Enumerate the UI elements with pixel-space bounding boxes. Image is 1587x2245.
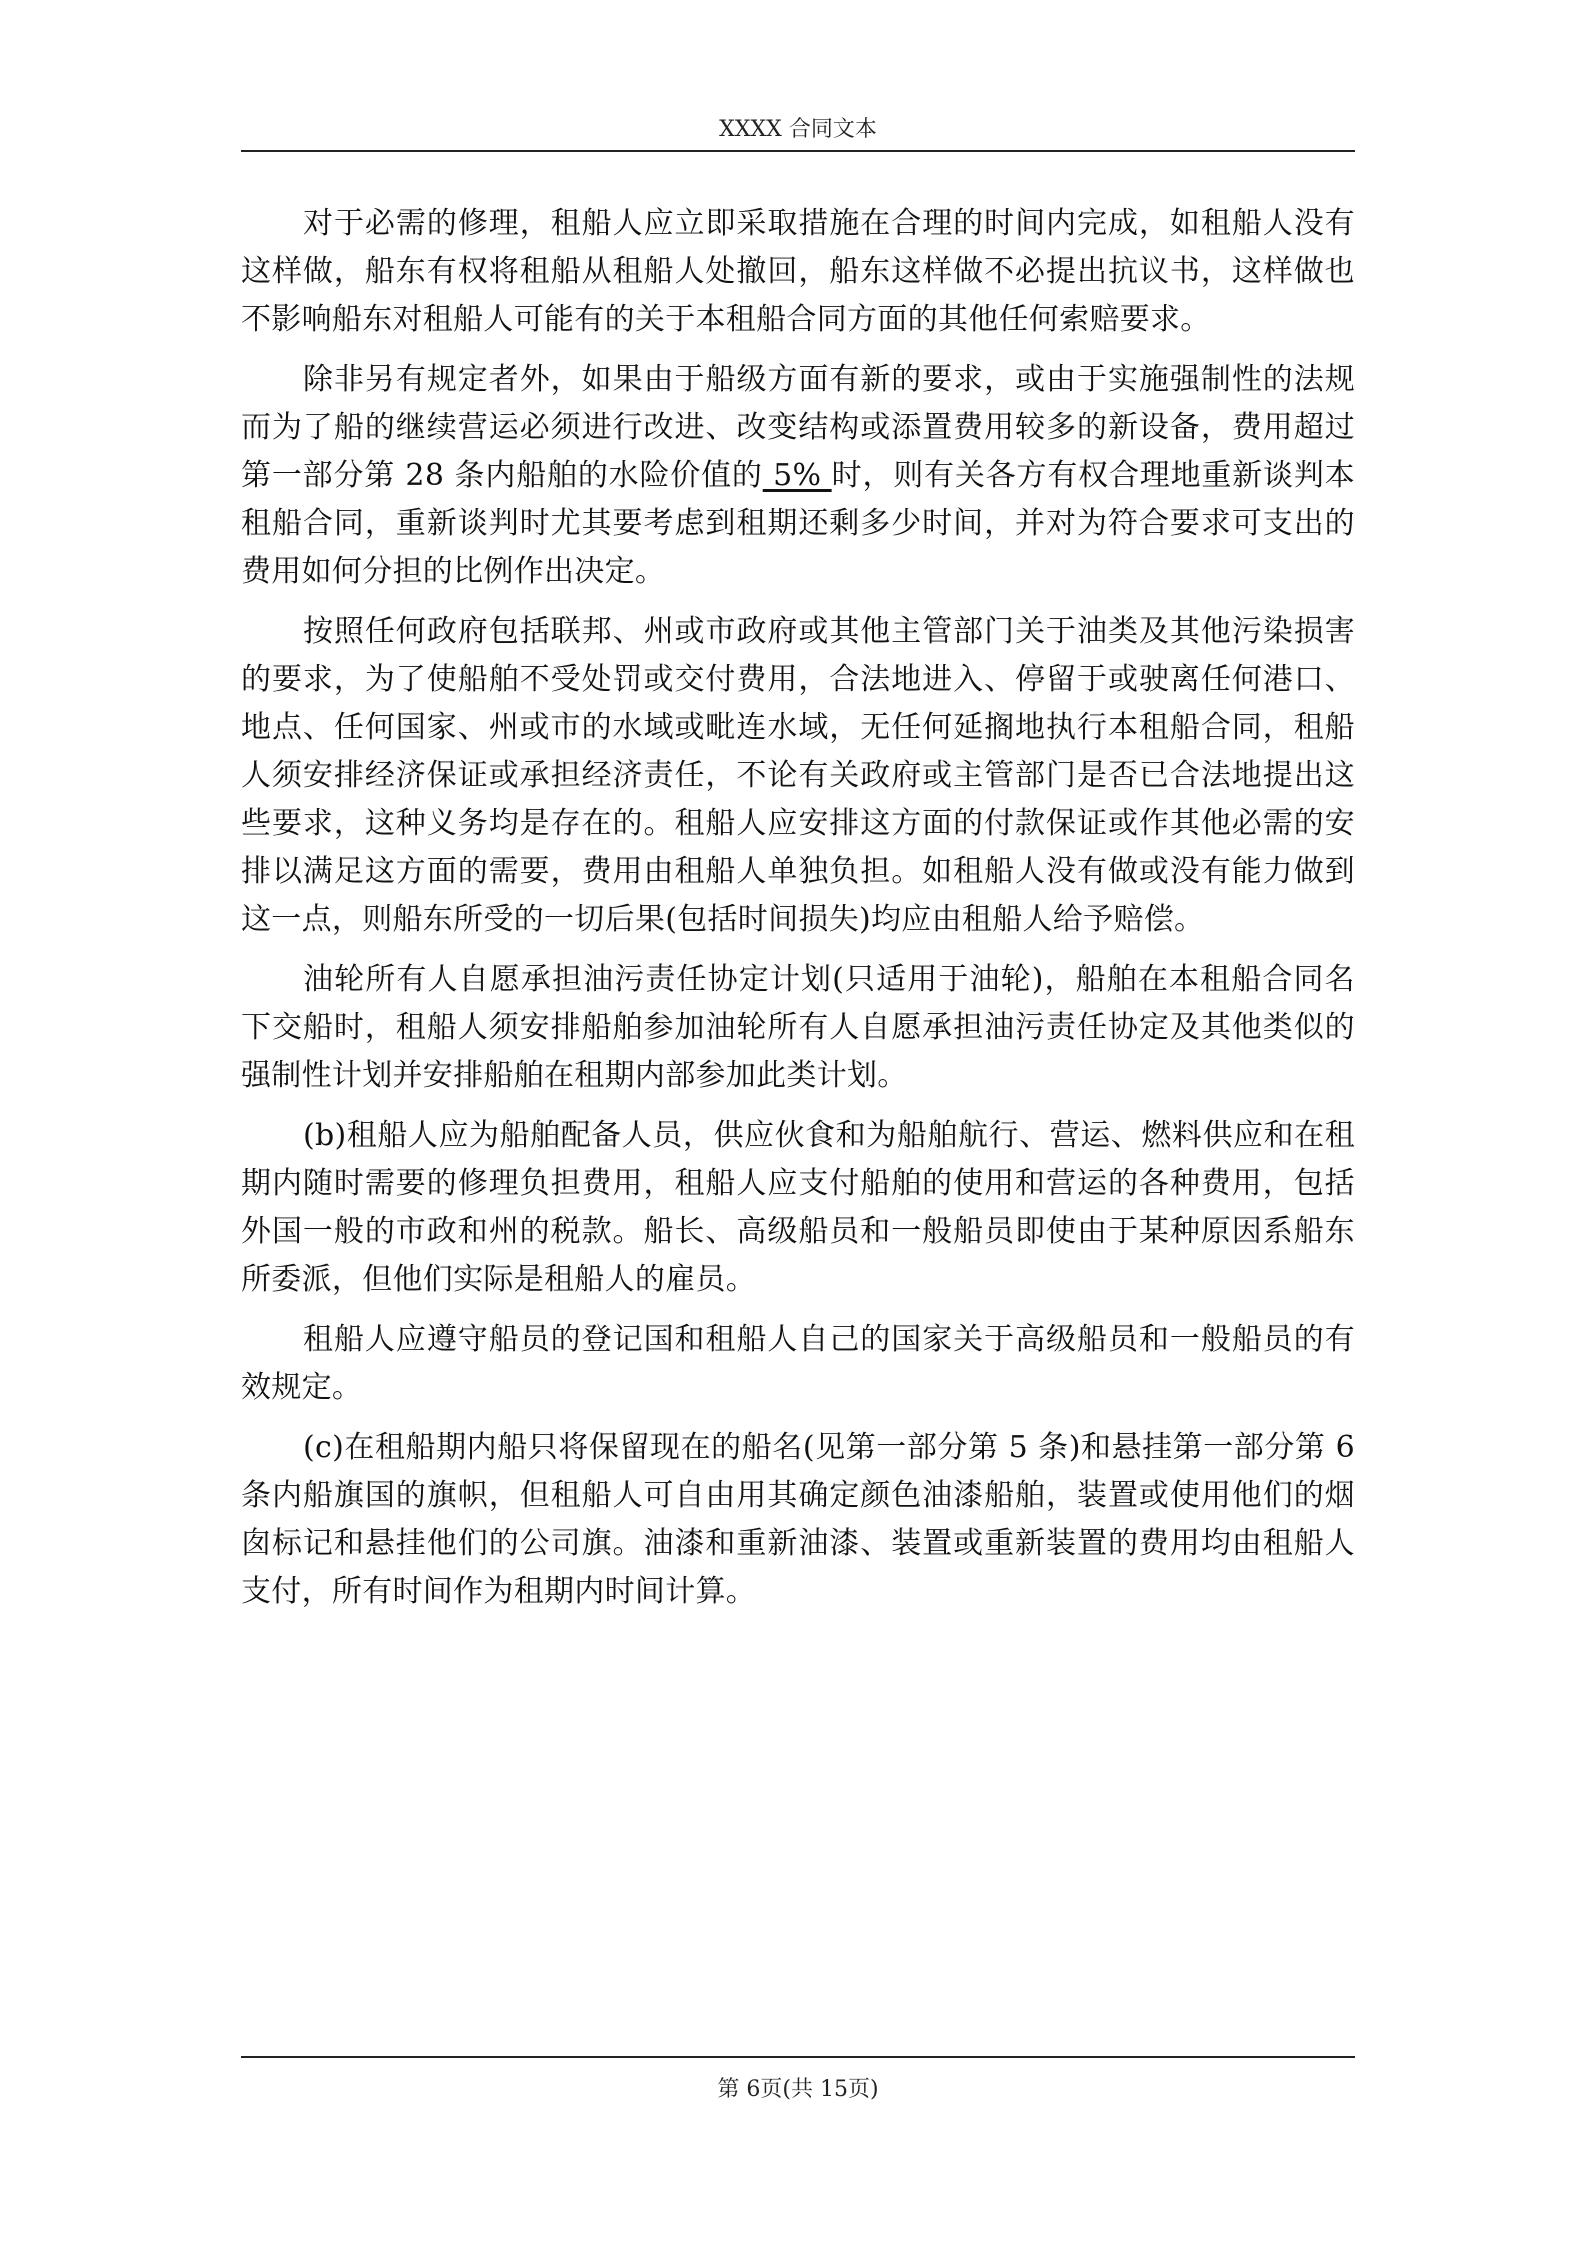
paragraph-renegotiation	[241, 356, 1355, 596]
paragraph-clause-b: (b)租船人应为船舶配备人员，供应伙食和为船舶航行、营运、燃料供应和在租期内随时需要的修理负担费用，租船人应支付船舶的使用和营运的各种费用，包括外国一般的市政和州的税款。船长、高级船员和一般船员即使由于某种原因系船东所委派，但他们实际是租船人的雇员。	[241, 1118, 1355, 1297]
header-divider	[241, 150, 1355, 152]
paragraph-repairs: 对于必需的修理，租船人应立即采取措施在合理的时间内完成，如租船人没有这样做，船东有权将租船从租船人处撤回，船东这样做不必提出抗议书，这样做也不影响船东对租船人可能有的关于本租船合同方面的其他任何索赔要求。	[241, 206, 1355, 337]
paragraph-crew-regulations: 租船人应遵守船员的登记国和租船人自己的国家关于高级船员和一般船员的有效规定。	[241, 1322, 1355, 1405]
document-body	[241, 200, 1355, 1628]
insured-value-percentage: 5%	[762, 458, 832, 493]
paragraph-clause-c: (c)在租船期内船只将保留现在的船名(见第一部分第 5 条)和悬挂第一部分第 6 条内船旗国的旗帜，但租船人可自由用其确定颜色油漆船舶，装置或使用他们的烟囱标记和悬挂他们的公司旗。油漆和重新油漆、装置或重新装置的费用均由租船人支付，所有时间作为租期内时间计算。	[241, 1430, 1355, 1609]
page-footer	[241, 2070, 1355, 2110]
paragraph-oil-pollution-scheme: 油轮所有人自愿承担油污责任协定计划(只适用于油轮)，船舶在本租船合同名下交船时，租船人须安排船舶参加油轮所有人自愿承担油污责任协定及其他类似的强制性计划并安排船舶在租期内部参加此类计划。	[241, 962, 1355, 1093]
header-title: XXXX 合同文本	[719, 117, 877, 142]
footer-divider	[241, 2056, 1355, 2058]
page-number: 第 6页(共 15页)	[717, 2077, 879, 2102]
paragraph-pollution-requirements: 按照任何政府包括联邦、州或市政府或其他主管部门关于油类及其他污染损害的要求，为了使船舶不受处罚或交付费用，合法地进入、停留于或驶离任何港口、地点、任何国家、州或市的水域或毗连水域，无任何延搁地执行本租船合同，租船人须安排经济保证或承担经济责任，不论有关政府或主管部门是否已合法地提出这些要求，这种义务均是存在的。租船人应安排这方面的付款保证或作其他必需的安排以满足这方面的需要，费用由租船人单独负担。如租船人没有做或没有能力做到这一点，则船东所受的一切后果(包括时间损失)均应由租船人给予赔偿。	[241, 614, 1355, 937]
paragraph-renegotiation-text-after: 时，则有关各方有权合理地重新谈判本租船合同，重新谈判时尤其要考虑到租期还剩多少时间，并对为符合要求可支出的费用如何分担的比例作出决定。	[241, 458, 1355, 589]
page-header	[241, 110, 1355, 150]
paragraph-renegotiation-text-before: 除非另有规定者外，如果由于船级方面有新的要求，或由于实施强制性的法规而为了船的继续营运必须进行改进、改变结构或添置费用较多的新设备，费用超过第一部分第 28 条内船舶的水险价值的	[241, 362, 1355, 493]
